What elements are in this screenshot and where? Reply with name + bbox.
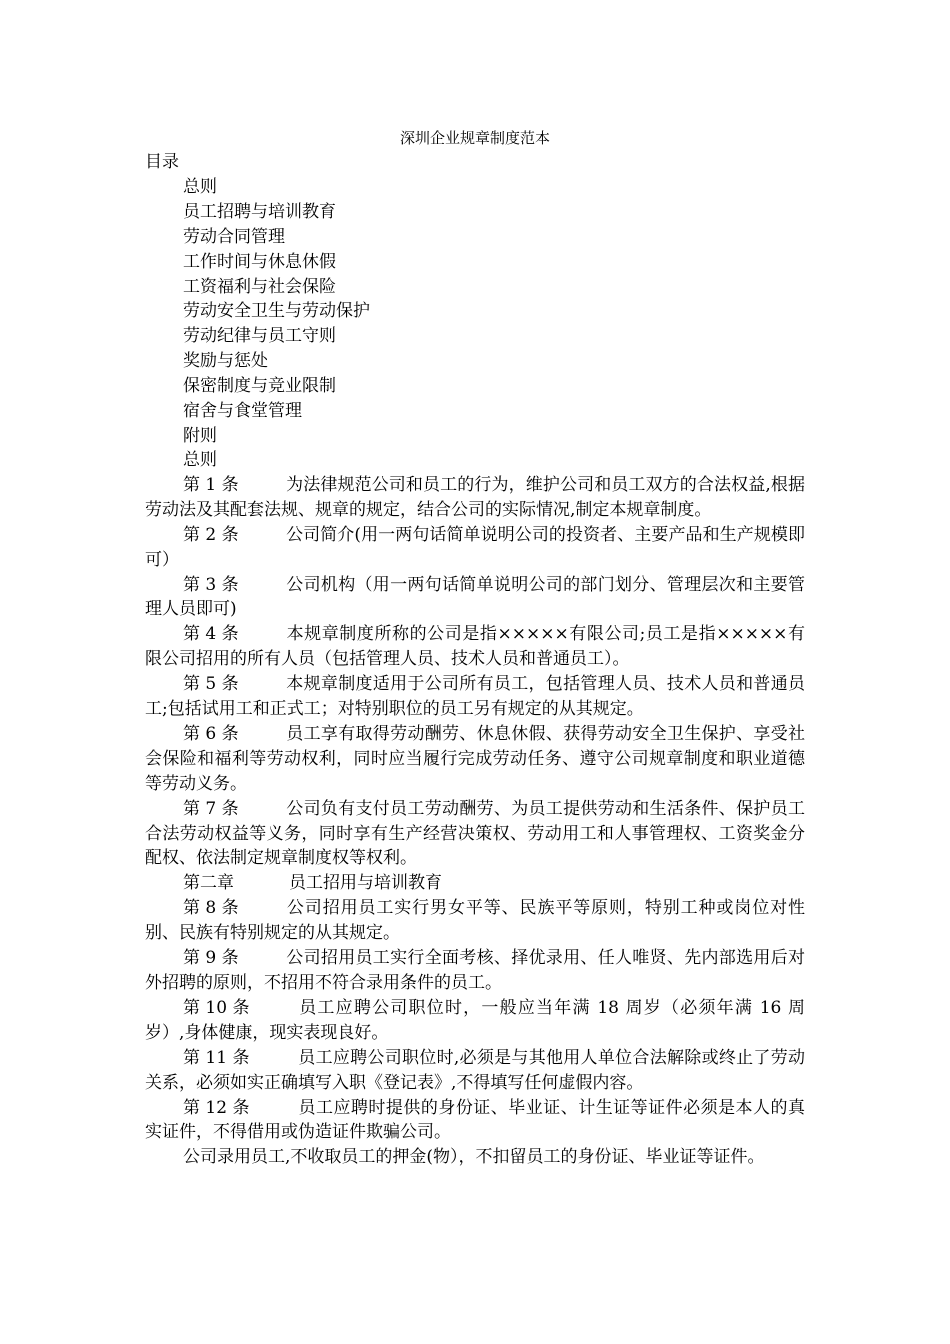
section-title: 总则 [183,450,217,470]
article-text: 员工享有取得劳动酬劳、休息休假、获得劳动安全卫生保护、享受社会保险和福利等劳动权利，同时应当履行完成劳动任务、遵守公司规章制度和职业道德等劳动义务。 [145,723,805,794]
article-number: 第 5 条 [183,674,239,695]
chapter-number: 第二章 [183,873,234,894]
toc-item: 工作时间与休息休假 [183,251,336,272]
chapter-title: 员工招用与培训教育 [289,873,442,894]
toc-item: 劳动安全卫生与劳动保护 [183,301,370,322]
article-number: 第 11 条 [183,1047,250,1068]
toc-item: 劳动纪律与员工守则 [183,326,336,347]
article-paragraph [145,797,805,872]
article-paragraph [145,722,805,797]
toc-item: 宿舍与食堂管理 [183,401,302,422]
article-paragraph [145,622,805,672]
article-paragraph [145,523,805,573]
article-text: 公司招用员工实行全面考核、择优录用、任人唯贤、先内部选用后对外招聘的原则，不招用不符合录用条件的员工。 [145,948,805,993]
toc-item: 员工招聘与培训教育 [183,201,336,222]
closing-paragraph: 公司录用员工,不收取员工的押金(物），不扣留员工的身份证、毕业证等证件。 [183,1147,765,1168]
toc-heading: 目录 [145,152,179,172]
article-paragraph [145,672,805,722]
article-text: 本规章制度适用于公司所有员工，包括管理人员、技术人员和普通员工;包括试用工和正式工；对特别职位的员工另有规定的从其规定。 [145,674,805,720]
article-number: 第 1 条 [183,474,239,495]
article-number: 第 3 条 [183,574,239,595]
article-paragraph [145,946,805,996]
toc-item: 附则 [183,425,217,446]
article-paragraph [145,1046,805,1096]
article-paragraph [145,573,805,623]
article-text: 本规章制度所称的公司是指×××××有限公司;员工是指×××××有限公司招用的所有人员（包括管理人员、技术人员和普通员工）。 [145,624,805,670]
article-text: 为法律规范公司和员工的行为，维护公司和员工双方的合法权益,根据劳动法及其配套法规、规章的规定，结合公司的实际情况,制定本规章制度。 [145,474,805,520]
article-paragraph [145,473,805,523]
article-paragraph [145,996,805,1046]
article-text: 公司机构（用一两句话简单说明公司的部门划分、管理层次和主要管理人员即可) [145,574,805,620]
article-number: 第 4 条 [183,624,239,645]
toc-item: 劳动合同管理 [183,226,285,247]
article-paragraph [145,1096,805,1146]
document-title: 深圳企业规章制度范本 [399,129,550,147]
article-number: 第 7 条 [183,798,239,819]
article-text: 员工应聘公司职位时,必须是与其他用人单位合法解除或终止了劳动关系，必须如实正确填写入职《登记表》,不得填写任何虚假内容。 [145,1047,805,1093]
article-text: 员工应聘时提供的身份证、毕业证、计生证等证件必须是本人的真实证件，不得借用或伪造证件欺骗公司。 [145,1097,805,1143]
toc-item: 保密制度与竞业限制 [183,376,336,397]
article-text: 员工应聘公司职位时，一般应当年满 18 周岁（必须年满 16 周岁）,身体健康，现实表现良好。 [145,997,805,1043]
article-number: 第 12 条 [183,1097,250,1118]
toc-item: 工资福利与社会保险 [183,276,336,297]
chapter-heading [145,871,805,896]
article-number: 第 9 条 [183,948,239,969]
toc-item: 总则 [183,177,217,197]
article-text: 公司招用员工实行男女平等、民族平等原则，特别工种或岗位对性别、民族有特别规定的从其规定。 [145,898,805,944]
article-number: 第 10 条 [183,997,250,1018]
article-number: 第 8 条 [183,898,239,919]
document-body [145,448,805,1170]
table-of-contents [183,175,370,449]
article-text: 公司负有支付员工劳动酬劳、为员工提供劳动和生活条件、保护员工合法劳动权益等义务，同时享有生产经营决策权、劳动用工和人事管理权、工资奖金分配权、依法制定规章制度权等权利。 [145,798,805,869]
article-number: 第 6 条 [183,723,239,744]
article-number: 第 2 条 [183,524,239,545]
article-paragraph [145,896,805,946]
toc-item: 奖励与惩处 [183,351,268,372]
article-text: 公司简介(用一两句话简单说明公司的投资者、主要产品和生产规模即可） [145,524,805,570]
